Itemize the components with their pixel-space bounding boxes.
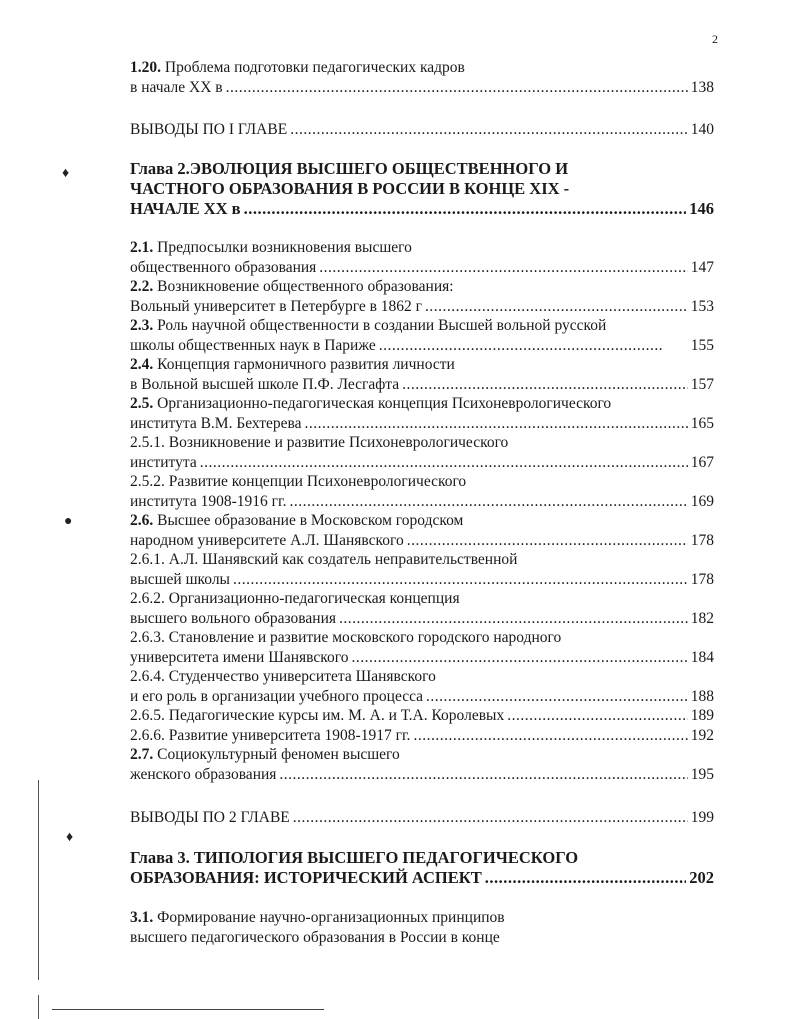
toc-entry-2-6-line2[interactable]: народном университете А.Л. Шанявского ..... 178 [130,531,714,550]
toc-chapter-3-line1: Глава 3. ТИПОЛОГИЯ ВЫСШЕГО ПЕДАГОГИЧЕСКОГО [130,848,579,867]
toc-entry-2-3-line2[interactable]: школы общественных наук в Париже ..... 155 [130,336,714,355]
dot-leader [402,375,688,394]
toc-chapter-2-line1: Глава 2.ЭВОЛЮЦИЯ ВЫСШЕГО ОБЩЕСТВЕННОГО И [130,159,569,178]
scan-bottom-rule [52,1009,324,1010]
page-ref: 178 [690,532,714,549]
toc-entry-2-5-2-line1: 2.5.2. Развитие концепции Психоневрологического [130,473,467,490]
toc-entry-2-6-4-line1: 2.6.4. Студенчество университета Шанявского [130,668,436,685]
toc-entry-3-1-line2: высшего педагогического образования в России в конце [130,929,500,946]
dot-leader [407,531,688,550]
dot-leader [200,453,688,472]
page-ref: 182 [690,610,714,627]
toc-entry-2-6-1-line1: 2.6.1. А.Л. Шанявский как создатель неправительственной [130,551,518,568]
toc-entry-2-2-line2[interactable]: Вольный университет в Петербурге в 1862 г ..... 153 [130,297,714,316]
page-number: 2 [712,32,718,46]
page-ref: 189 [690,707,714,724]
page-ref: 178 [690,571,714,588]
scan-mark: ♦ [66,830,74,845]
page-ref: 184 [690,649,714,666]
toc-chapter-2-line2: ЧАСТНОГО ОБРАЗОВАНИЯ В РОССИИ В КОНЦЕ XIX - [130,179,570,198]
dot-leader [507,706,688,725]
page-ref: 153 [690,298,714,315]
dot-leader [351,648,687,667]
page-ref: 138 [690,79,714,96]
toc-entry-conclusions-2[interactable]: ВЫВОДЫ ПО 2 ГЛАВЕ ..... 199 [130,808,714,827]
toc-entry-2-5-2-line2[interactable]: института 1908-1916 гг. ..... 169 [130,492,714,511]
page-ref: 140 [690,121,714,138]
toc-entry-2-5-line2[interactable]: института В.М. Бехтерева ..... 165 [130,414,714,433]
toc-entry-2-6-2-line1: 2.6.2. Организационно-педагогическая концепция [130,590,460,607]
page-ref: 157 [690,376,714,393]
toc-entry-2-1-line2[interactable]: общественного образования ..... 147 [130,258,714,277]
toc-entry-2-6-2-line2[interactable]: высшего вольного образования ..... 182 [130,609,714,628]
dot-leader [226,78,688,97]
toc-entry-conclusions-1[interactable]: ВЫВОДЫ ПО I ГЛАВЕ ..... 140 [130,120,714,139]
page-ref: 195 [690,766,714,783]
toc-entry-2-4-line1: 2.4. Концепция гармоничного развития личности [130,356,455,373]
toc-entry-2-5-1-line2[interactable]: института ..... 167 [130,453,714,472]
scan-mark: ● [64,514,73,529]
toc-chapter-2-line3[interactable]: НАЧАЛЕ ХХ в ..... 146 [130,199,714,218]
dot-leader [244,199,687,218]
toc-entry-2-6-5[interactable]: 2.6.5. Педагогические курсы им. М. А. и Т.А. Королевых ..... 189 [130,706,714,725]
dot-leader [233,570,688,589]
toc-entry-2-7-line1: 2.7. Социокультурный феномен высшего [130,746,400,763]
page-ref: 155 [690,337,714,354]
scan-edge-line [38,995,39,1019]
toc-entry-2-3-line1: 2.3. Роль научной общественности в создании Высшей вольной русской [130,317,607,334]
dot-leader [305,414,688,433]
dot-leader [279,765,687,784]
page-ref: 165 [690,415,714,432]
dot-leader [319,258,687,277]
page-ref: 147 [690,259,714,276]
dot-leader [289,492,687,511]
toc-entry-2-6-4-line2[interactable]: и его роль в организации учебного процесса ..... 188 [130,687,714,706]
scan-edge-line [38,780,39,980]
toc-entry-2-6-6[interactable]: 2.6.6. Развитие университета 1908-1917 гг. ..... 192 [130,726,714,745]
page-ref: 199 [690,809,714,826]
toc-entry-1-20-line2[interactable]: в начале ХХ в ..... 138 [130,78,714,97]
dot-leader [413,726,687,745]
toc-entry-2-7-line2[interactable]: женского образования ..... 195 [130,765,714,784]
scan-mark: ♦ [62,166,70,181]
toc-entry-2-2-line1: 2.2. Возникновение общественного образования: [130,278,454,295]
page-ref: 146 [689,199,714,218]
toc-chapter-3-line2[interactable]: ОБРАЗОВАНИЯ: ИСТОРИЧЕСКИЙ АСПЕКТ ..... 202 [130,868,714,887]
dot-leader [339,609,688,628]
dot-leader [425,297,688,316]
toc-entry-2-4-line2[interactable]: в Вольной высшей школе П.Ф. Лесгафта ..... 157 [130,375,714,394]
page-ref: 192 [690,727,714,744]
toc-entry-2-5-1-line1: 2.5.1. Возникновение и развитие Психоневрологического [130,434,509,451]
toc-entry-1-20-line1: 1.20. Проблема подготовки педагогических кадров [130,59,465,76]
page-ref: 169 [690,493,714,510]
dot-leader [426,687,688,706]
dot-leader [379,336,664,355]
page-ref: 188 [690,688,714,705]
toc-entry-2-1-line1: 2.1. Предпосылки возникновения высшего [130,239,412,256]
dot-leader [290,120,688,139]
toc-entry-3-1-line1: 3.1. Формирование научно-организационных принципов [130,909,505,926]
dot-leader [293,808,688,827]
toc-entry-2-6-3-line1: 2.6.3. Становление и развитие московского городского народного [130,629,562,646]
toc-entry-2-6-line1: 2.6. Высшее образование в Московском городском [130,512,464,529]
page-ref: 167 [690,454,714,471]
dot-leader [485,868,687,887]
toc-entry-2-6-1-line2[interactable]: высшей школы ..... 178 [130,570,714,589]
page-ref: 202 [689,868,714,887]
toc-entry-2-6-3-line2[interactable]: университета имени Шанявского ..... 184 [130,648,714,667]
toc-entry-2-5-line1: 2.5. Организационно-педагогическая концепция Психоневрологического [130,395,612,412]
